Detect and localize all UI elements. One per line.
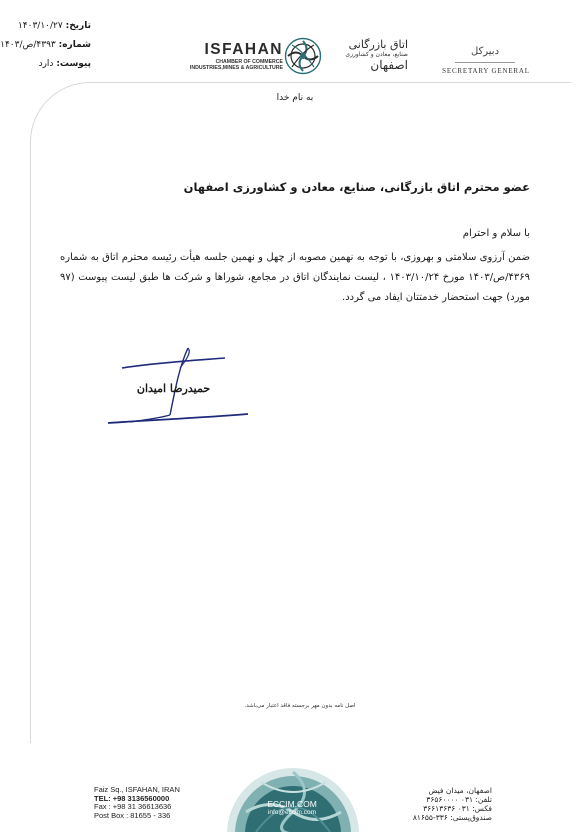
attachment-label: پیوست: (56, 59, 91, 69)
footer-persian (400, 786, 492, 822)
greeting: با سلام و احترام (462, 228, 530, 239)
date-row (0, 20, 91, 33)
signer-name: حمیدرضا امیدان (136, 382, 211, 395)
logo-en-name: ISFAHAN (204, 41, 283, 58)
footer-en-fax: Fax : +98 31 36613636 (94, 802, 172, 811)
footer-fa-fax: فکس: ۰۳۱ ۳۶۶۱۳۶۳۶ (423, 804, 492, 813)
footer-email-link[interactable]: info@eccim.com (267, 809, 317, 816)
letter-body: ضمن آرزوی سلامتی و بهروزی، با توجه به نهمین مصوبه از چهل و نهمین جلسه هیأت رئیسه محترم اتاق به شماره ۴۳۶۹/ص/۱۴۰۳ مورخ ۱۴۰۳/۱۰/۲۴ ، لیست نمایندگان اتاق در مجامع، شوراها و شرکت ها طبق لیست پیوست (۹۷ مورد) جهت استحضار خدمتتان ایفاد می گردد. (60, 252, 530, 303)
logo-en-line2: INDUSTRIES,MINES & AGRICULTURE (189, 65, 283, 71)
footer-en-address: Faiz Sq., ISFAHAN, IRAN (94, 785, 180, 794)
logo-en-line1: CHAMBER OF COMMERCE (215, 59, 283, 65)
footer-fa-pobox: صندوق‌پستی: ۳۳۶-۸۱۶۵۵ (412, 813, 492, 822)
validity-note: اصل نامه بدون مهر برجسته فاقد اعتبار می‌باشد. (244, 703, 356, 709)
date-label: تاریخ: (65, 21, 91, 31)
number-row (0, 39, 91, 52)
number-label: شماره: (58, 40, 91, 50)
footer-website-link[interactable]: ECCIM.COM (267, 799, 317, 809)
footer-fa-address: اصفهان، میدان فیض (428, 786, 492, 795)
date-value: ۱۴۰۳/۱۰/۲۷ (17, 21, 63, 31)
recipient-title: عضو محترم اتاق بازرگانی، صنایع، معادن و کشاورزی اصفهان (183, 180, 530, 194)
letter-meta (0, 20, 91, 71)
footer-contact (252, 799, 332, 816)
footer-en-tel: TEL: +98 3136560000 (94, 793, 170, 803)
footer-emblem-icon (226, 742, 361, 832)
number-value: ۴۳۹۳/ص/۱۴۰۳ (0, 40, 56, 50)
logo-fa-line3: اصفهان (370, 58, 408, 72)
logo-fa-line2: صنایع، معادن و کشاورزی (345, 51, 408, 58)
footer-english (94, 786, 180, 820)
footer-fa-tel: تلفن: ۰۳۱ ۳۶۵۶۰۰۰۰ (426, 795, 492, 804)
chamber-logo-icon (284, 37, 322, 75)
logo-fa-line1: اتاق بازرگانی (348, 38, 408, 51)
attachment-value: دارد (38, 59, 54, 69)
secretary-divider (455, 62, 515, 63)
logo-persian (323, 38, 408, 72)
attachment-row (0, 58, 91, 71)
logo-english (188, 41, 283, 71)
secretary-general-en: SECRETARY GENERAL (442, 67, 530, 75)
bismillah: به نام خدا (276, 93, 314, 103)
footer-en-pobox: Post Box : 81655 - 336 (94, 810, 171, 820)
secretary-general-fa: دبیرکل (470, 46, 500, 57)
